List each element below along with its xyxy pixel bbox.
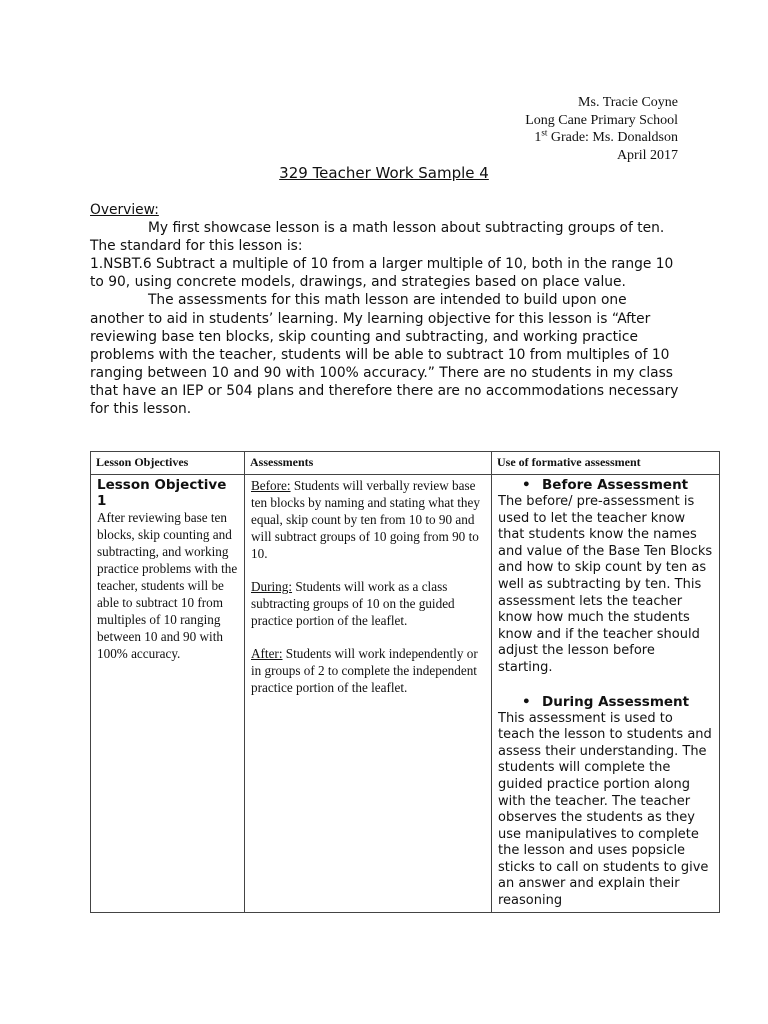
objective-heading: Lesson Objective 1: [97, 477, 227, 509]
during-assessment-bullet: [498, 694, 713, 711]
during-assessment-desc: [251, 578, 485, 629]
bullet-icon: •: [522, 693, 531, 710]
bullet-icon: •: [522, 477, 531, 493]
overview-paragraph-2: The assessments for this math lesson are intended to build upon one another to aid in students’ learning. My learning objective for this lesson is “After reviewing base ten blocks, skip counting and subtracting, and working practice problems with the teacher, students will be able to subtract 10 from multiples of 10 ranging between 10 and 90 with 100% accuracy.” There are no students in my class that have an IEP or 504 plans and therefore there are no accommodations necessary for this lesson.: [90, 292, 679, 418]
before-assessment-text: The before/ pre-assessment is used to let the teacher know that students know the names and value of the Base Ten Blocks and how to skip count by ten as well as subtracting by ten. This assessment lets the teacher know how much the students know and if the teacher should adjust the lesson before starting.: [498, 494, 713, 675]
teacher-name: Ms. Tracie Coyne: [578, 95, 678, 110]
overview-paragraph-1: My first showcase lesson is a math lesson about subtracting groups of ten. The standard for this lesson is:: [90, 220, 665, 255]
before-assessment-desc: [251, 477, 485, 562]
date: April 2017: [616, 147, 678, 163]
before-assessment-heading: Before Assessment: [542, 477, 689, 493]
author-header: [525, 94, 678, 164]
after-label: After:: [251, 646, 283, 661]
lesson-table: [90, 451, 720, 913]
table-row: [91, 475, 720, 913]
before-text: Students will verbally review base ten blocks by naming and stating what they equal, skip count by ten from 10 to 90 and will subtract groups of 10 going from 90 to 10.: [251, 478, 480, 561]
objective-text: After reviewing base ten blocks, skip counting and subtracting, and working practice problems with the teacher, students will be able to subtract 10 from multiples of 10 ranging between 10 and 90 with 100% accuracy.: [97, 510, 238, 661]
overview-heading: Overview:: [90, 202, 159, 218]
during-assessment-text: This assessment is used to teach the lesson to students and assess their understanding. The students will complete the guided practice portion along with the teacher. The teacher observes the students as they use manipulatives to complete the lesson and uses popsicle sticks to call on students to give an answer and explain their reasoning: [498, 710, 712, 909]
table-header-row: [91, 452, 720, 475]
school-name: Long Cane Primary School: [525, 112, 678, 128]
header-assessments: Assessments: [245, 452, 492, 475]
grade-ordinal: st: [541, 127, 548, 138]
grade-number: 1: [534, 130, 542, 145]
during-text: Students will work as a class subtracting groups of 10 on the guided practice portion of the leaflet.: [251, 579, 455, 628]
during-label: During:: [251, 579, 293, 594]
standard-text: 1.NSBT.6 Subtract a multiple of 10 from a larger multiple of 10, both in the range 10 to 90, using concrete models, drawings, and strategies based on place value.: [90, 256, 674, 291]
before-label: Before:: [251, 478, 291, 493]
objective-cell: [91, 475, 245, 913]
grade-line: [525, 129, 678, 147]
header-lesson-objectives: Lesson Objectives: [91, 452, 245, 475]
after-text: Students will work independently or in groups of 2 to complete the independent practice portion of the leaflet.: [251, 646, 478, 695]
assessments-cell: [245, 475, 492, 913]
grade-teacher: Grade: Ms. Donaldson: [547, 130, 678, 145]
header-formative-use: Use of formative assessment: [492, 452, 720, 475]
after-assessment-desc: [251, 645, 485, 696]
formative-cell: [492, 475, 720, 913]
before-assessment-bullet: [498, 477, 713, 494]
document-title: 329 Teacher Work Sample 4: [279, 164, 489, 182]
overview-section: [90, 201, 680, 418]
during-assessment-heading: During Assessment: [542, 693, 690, 710]
